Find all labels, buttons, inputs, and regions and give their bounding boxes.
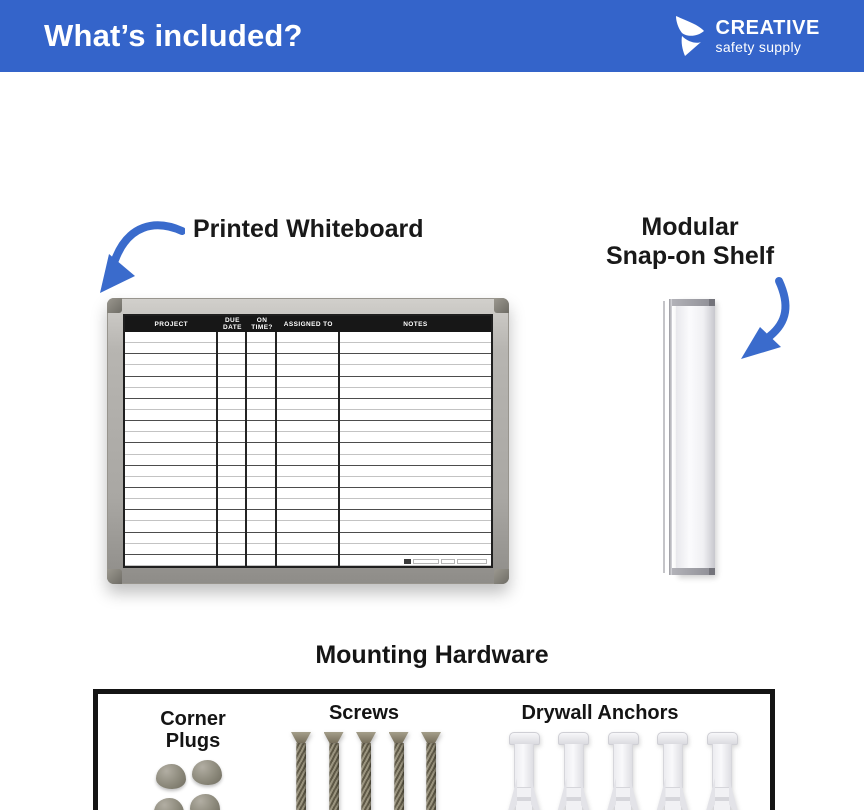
plug [154, 798, 184, 810]
board-branding-strip [404, 559, 487, 564]
board-column-header: ASSIGNED TO [283, 320, 333, 328]
screw [291, 732, 311, 810]
board-grid [125, 332, 491, 566]
shelf-end-cap [672, 568, 715, 575]
whiteboard-heading: Printed Whiteboard [193, 215, 424, 243]
anchor [504, 732, 544, 810]
shelf-heading-line1: Modular [641, 213, 739, 241]
brand-bird-icon [671, 15, 707, 57]
content-area [0, 72, 864, 810]
anchor [554, 732, 594, 810]
board-column [247, 332, 277, 566]
printed-whiteboard [107, 298, 509, 584]
screws-group [291, 732, 441, 810]
shelf-rail [669, 299, 672, 575]
drywall-anchors-label: Drywall Anchors [521, 702, 679, 724]
arrow-to-whiteboard-icon [95, 218, 185, 303]
page-title: What’s included? [44, 18, 303, 53]
board-column [218, 332, 248, 566]
board-column-header: DUE DATE [223, 317, 242, 331]
anchor [603, 732, 643, 810]
board-surface [123, 314, 493, 568]
board-corner-cap [107, 569, 122, 584]
hardware-heading: Mounting Hardware [315, 641, 549, 669]
shelf-panel [676, 299, 715, 575]
shelf-rail [663, 301, 665, 573]
brand-name: CREATIVE [715, 17, 820, 39]
brand-tagline: safety supply [715, 39, 802, 55]
screw [324, 732, 344, 810]
page-header [0, 0, 864, 72]
board-corner-cap [494, 298, 509, 313]
shelf-end-cap [672, 299, 715, 306]
anchor [653, 732, 693, 810]
plug [190, 794, 220, 810]
board-corner-cap [107, 298, 122, 313]
hardware-box [93, 689, 775, 810]
corner-plugs-label-line1: Corner [160, 708, 226, 730]
screw [421, 732, 441, 810]
brand-logo [671, 15, 820, 57]
board-column-header: NOTES [403, 320, 428, 328]
screws-label: Screws [328, 702, 400, 724]
arrow-to-shelf-icon [733, 275, 793, 365]
plug [156, 764, 186, 789]
board-column [125, 332, 218, 566]
anchors-group [504, 732, 742, 810]
corner-plugs-group [154, 760, 244, 810]
whiteboard-columns [125, 332, 491, 566]
board-column [277, 332, 340, 566]
corner-plugs-label [113, 708, 273, 752]
shelf-heading-line2: Snap-on Shelf [605, 242, 775, 270]
shelf-heading [590, 213, 790, 271]
board-column-header: ON TIME? [251, 317, 273, 331]
corner-plugs-label-line2: Plugs [165, 730, 221, 752]
plug [192, 760, 222, 785]
anchor [702, 732, 742, 810]
snap-on-shelf [663, 299, 715, 575]
screw [356, 732, 376, 810]
board-corner-cap [494, 569, 509, 584]
screw [389, 732, 409, 810]
board-column-header: PROJECT [154, 320, 189, 328]
brand-text [716, 18, 820, 54]
board-column-headers [125, 316, 491, 332]
board-column [340, 332, 491, 566]
